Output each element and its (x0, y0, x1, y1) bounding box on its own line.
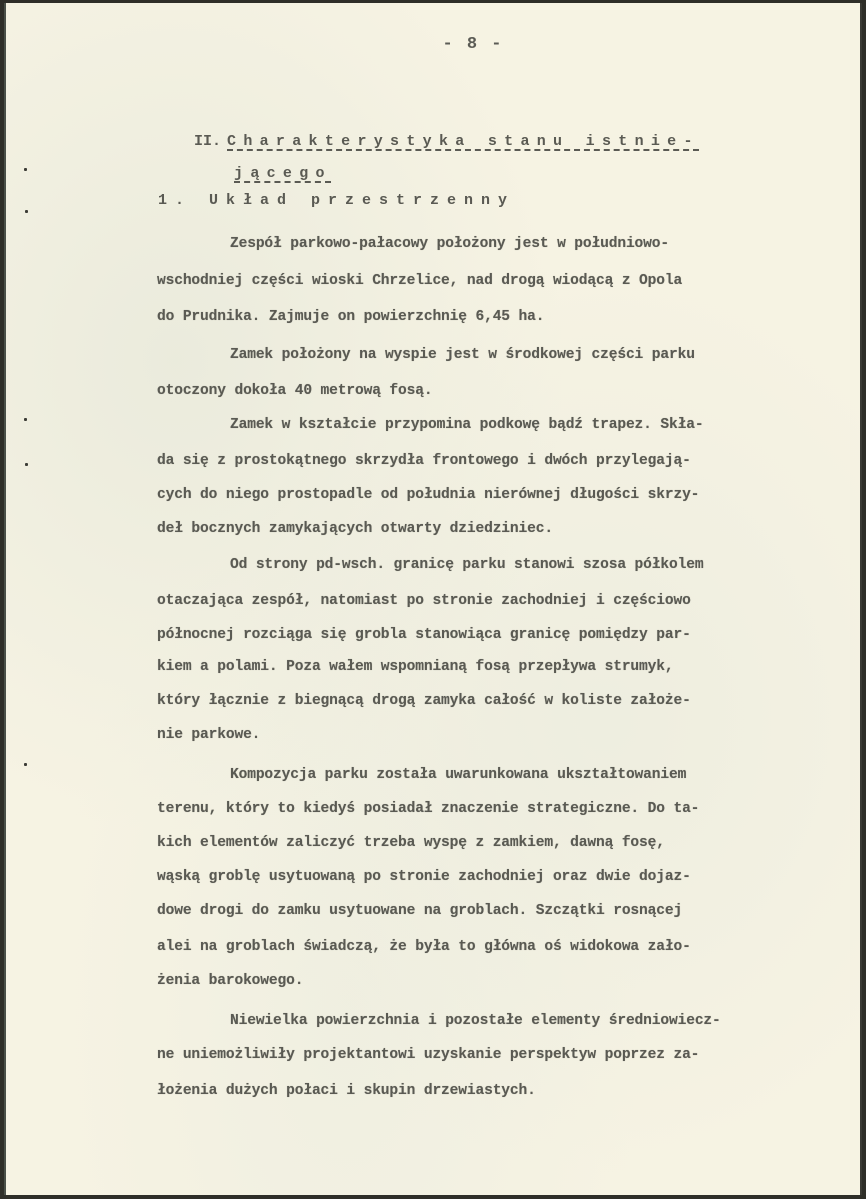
text-line: nie parkowe. (157, 727, 261, 743)
text-line: terenu, który to kiedyś posiadał znaczenie strategiczne. Do ta- (157, 801, 700, 817)
text-line: żenia barokowego. (157, 973, 304, 989)
text-line: Zespół parkowo-pałacowy położony jest w południowo- (230, 236, 669, 252)
binding-hole-mark (25, 463, 28, 466)
binding-hole-mark (25, 210, 28, 213)
document-page (4, 3, 862, 1195)
text-line: ne uniemożliwiły projektantowi uzyskanie perspektyw poprzez za- (157, 1047, 700, 1063)
binding-hole-mark (24, 168, 27, 171)
text-line: Niewielka powierzchnia i pozostałe elementy średniowiecz- (230, 1013, 721, 1029)
text-line: do Prudnika. Zajmuje on powierzchnię 6,45 ha. (157, 309, 545, 325)
chapter-number: II. (194, 133, 222, 150)
text-line: kich elementów zaliczyć trzeba wyspę z zamkiem, dawną fosę, (157, 835, 665, 851)
page-number: - 8 - (442, 35, 504, 54)
chapter-title-line2: jącego (234, 165, 332, 182)
text-line: Kompozycja parku została uwarunkowana ukształtowaniem (230, 767, 687, 783)
text-line: kiem a polami. Poza wałem wspomnianą fosą przepływa strumyk, (157, 659, 674, 675)
text-line: który łącznie z biegnącą drogą zamyka całość w koliste założe- (157, 693, 691, 709)
text-line: alei na groblach świadczą, że była to główna oś widokowa zało- (157, 939, 691, 955)
section-title: 1. Układ przestrzenny (158, 192, 516, 209)
text-line: cych do niego prostopadle od południa nierównej długości skrzy- (157, 487, 700, 503)
text-line: otaczająca zespół, natomiast po stronie zachodniej i częściowo (157, 593, 691, 609)
binding-hole-mark (24, 763, 27, 766)
text-line: Zamek w kształcie przypomina podkowę bądź trapez. Skła- (230, 417, 704, 433)
text-line: Od strony pd-wsch. granicę parku stanowi szosa półkolem (230, 557, 704, 573)
binding-hole-mark (24, 418, 27, 421)
text-line: Zamek położony na wyspie jest w środkowej części parku (230, 347, 695, 363)
text-line: łożenia dużych połaci i skupin drzewiastych. (157, 1083, 536, 1099)
text-line: północnej rozciąga się grobla stanowiąca granicę pomiędzy par- (157, 627, 691, 643)
text-line: wąską groblę usytuowaną po stronie zachodniej oraz dwie dojaz- (157, 869, 691, 885)
text-line: dowe drogi do zamku usytuowane na groblach. Szczątki rosnącej (157, 903, 683, 919)
text-line: deł bocznych zamykających otwarty dziedziniec. (157, 521, 553, 537)
text-line: otoczony dokoła 40 metrową fosą. (157, 383, 433, 399)
chapter-title-line1: Charakterystyka stanu istnie- (227, 133, 700, 150)
text-line: da się z prostokątnego skrzydła frontowego i dwóch przylegają- (157, 453, 691, 469)
text-line: wschodniej części wioski Chrzelice, nad drogą wiodącą z Opola (157, 273, 683, 289)
